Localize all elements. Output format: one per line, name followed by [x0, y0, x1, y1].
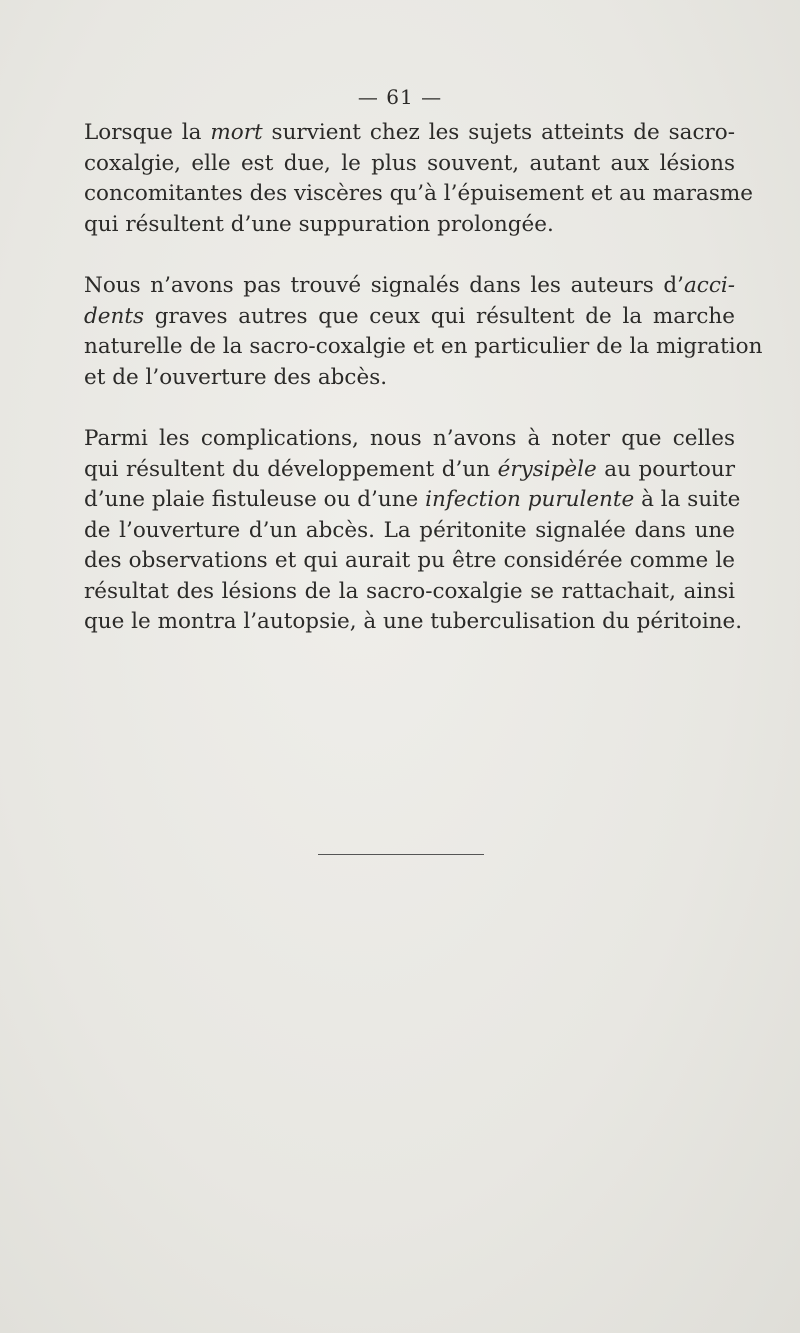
text-line: de l’ouverture d’un abcès. La péritonite signalée dans une [84, 517, 735, 543]
italic-term: infection purulente [425, 487, 635, 512]
text-line: Nous n’avons pas trouvé signalés dans les auteurs d’acci- [84, 273, 735, 298]
text-line: que le montra l’autopsie, à une tuberculisation du péritoine. [84, 609, 743, 634]
italic-term: dents [84, 303, 145, 329]
text-line: d’une plaie fistuleuse ou d’une infection purulente à la suite [84, 487, 741, 512]
text-line: résultat des lésions de la sacro-coxalgie se rattachait, ainsi [84, 578, 735, 604]
body-text [60, 118, 763, 669]
text-line: Parmi les complications, nous n’avons à noter que celles [84, 426, 735, 451]
italic-term: acci- [683, 273, 735, 298]
italic-term: mort [210, 120, 263, 145]
paragraph [60, 118, 754, 240]
text-line: qui résultent du développement d’un érysipèle au pourtour [84, 456, 736, 482]
italic-term: érysipèle [497, 456, 597, 482]
text-line: coxalgie, elle est due, le plus souvent, autant aux lésions [84, 150, 735, 176]
text-line: des observations et qui aurait pu être considérée comme le [84, 548, 735, 573]
page-number: — 61 — [357, 85, 443, 109]
text-line: dents graves autres que ceux qui résultent de la marche [84, 303, 735, 329]
text-line: et de l’ouverture des abcès. [84, 364, 388, 390]
paragraph [60, 271, 763, 393]
paragraph [60, 424, 743, 638]
text-line: naturelle de la sacro-coxalgie et en particulier de la migration [84, 334, 763, 359]
text-line: qui résultent d’une suppuration prolongée. [84, 211, 554, 237]
text-line: Lorsque la mort survient chez les sujets atteints de sacro- [84, 120, 735, 145]
text-line: concomitantes des viscères qu’à l’épuisement et au marasme [84, 181, 754, 206]
section-divider [318, 854, 484, 855]
